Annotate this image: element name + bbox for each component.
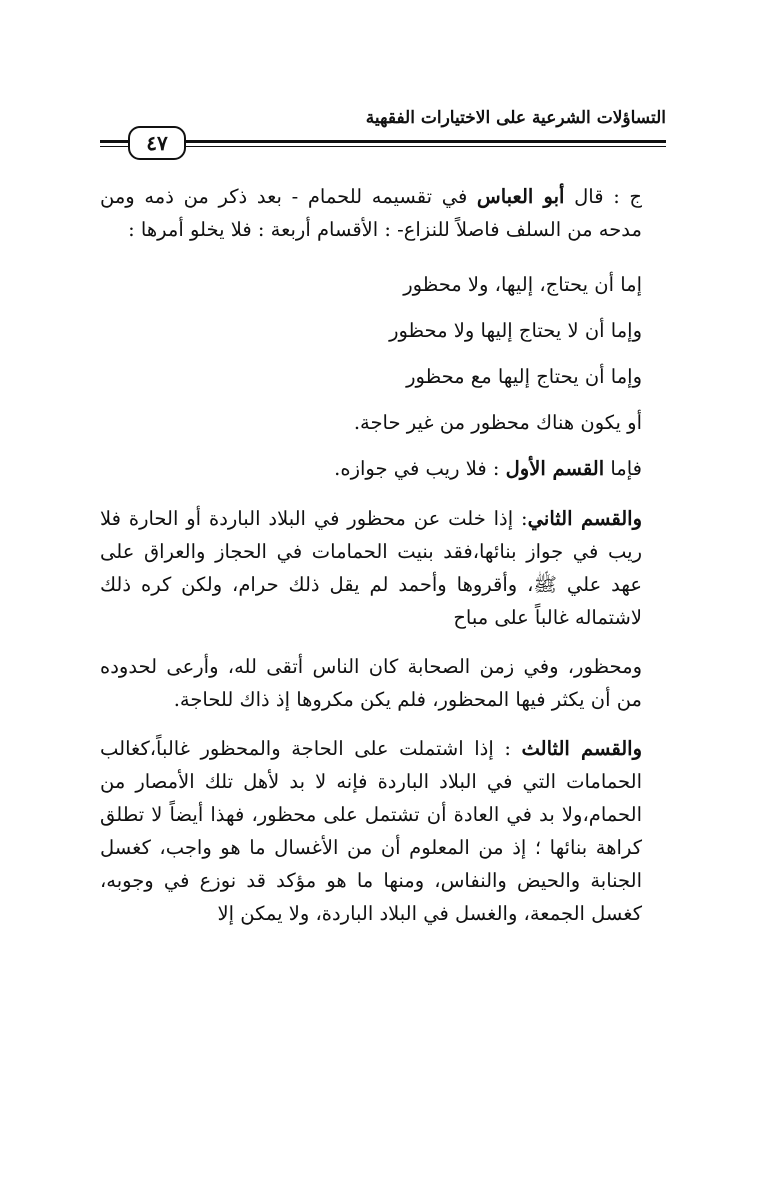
- second-text: : إذا خلت عن محظور في البلاد الباردة أو الحارة فلا ريب في جواز بنائها،فقد بنيت الحمامات في الحجاز والعراق على عهد علي ﷺ، وأقروها وأحمد لم يقل ذلك حرام، ولكن كره ذلك لاشتماله غالباً على مباح: [100, 507, 642, 629]
- intro-prefix: ج : قال: [564, 185, 643, 208]
- intro-name: أبو العباس: [476, 185, 565, 208]
- page-header: [100, 104, 666, 164]
- third-label: والقسم الثالث: [521, 737, 643, 760]
- first-category-line: [100, 446, 666, 492]
- page-number-badge: ٤٧: [128, 126, 186, 160]
- first-text: : فلا ريب في جوازه.: [334, 457, 506, 480]
- intro-paragraph: [100, 180, 666, 246]
- list-item: أو يكون هناك محظور من غير حاجة.: [353, 411, 642, 434]
- second-continuation-paragraph: ومحظور، وفي زمن الصحابة كان الناس أتقى لله، وأرعى لحدوده من أن يكثر فيها المحظور، فلم يكن مكروها إذ ذاك للحاجة.: [100, 655, 642, 711]
- intro-text: في تقسيمه للحمام - بعد ذكر من ذمه ومن مدحه من السلف فاصلاً للنزاع- : الأقسام أربعة : فلا يخلو أمرها :: [100, 185, 642, 241]
- list-item: وإما أن لا يحتاج إليها ولا محظور: [389, 319, 642, 342]
- third-category-paragraph: [100, 732, 666, 930]
- list-item: وإما أن يحتاج إليها مع محظور: [406, 365, 642, 388]
- third-text: : إذا اشتملت على الحاجة والمحظور غالباً،كغالب الحمامات التي في البلاد الباردة فإنه لا بد لأهل تلك الأمصار من الحمام،ولا بد في العادة أن تشتمل على محظور، فهذا أيضاً لا تطلق كراهة بنائها ؛ إذ من المعلوم أن من الأغسال ما هو واجب، كغسل الجنابة والحيض والنفاس، ومنها ما هو مؤكد قد نوزع في وجوبه، كغسل الجمعة، والغسل في البلاد الباردة، ولا يمكن إلا: [100, 737, 642, 925]
- categories-list: [100, 262, 666, 492]
- running-title: التساؤلات الشرعية على الاختيارات الفقهية: [365, 108, 666, 128]
- page-body: [100, 180, 666, 946]
- list-item: إما أن يحتاج، إليها، ولا محظور: [403, 273, 642, 296]
- second-category-paragraph: [100, 502, 666, 634]
- first-prefix: فإما: [604, 457, 642, 480]
- second-label: والقسم الثاني: [527, 507, 643, 530]
- first-label: القسم الأول: [505, 457, 605, 480]
